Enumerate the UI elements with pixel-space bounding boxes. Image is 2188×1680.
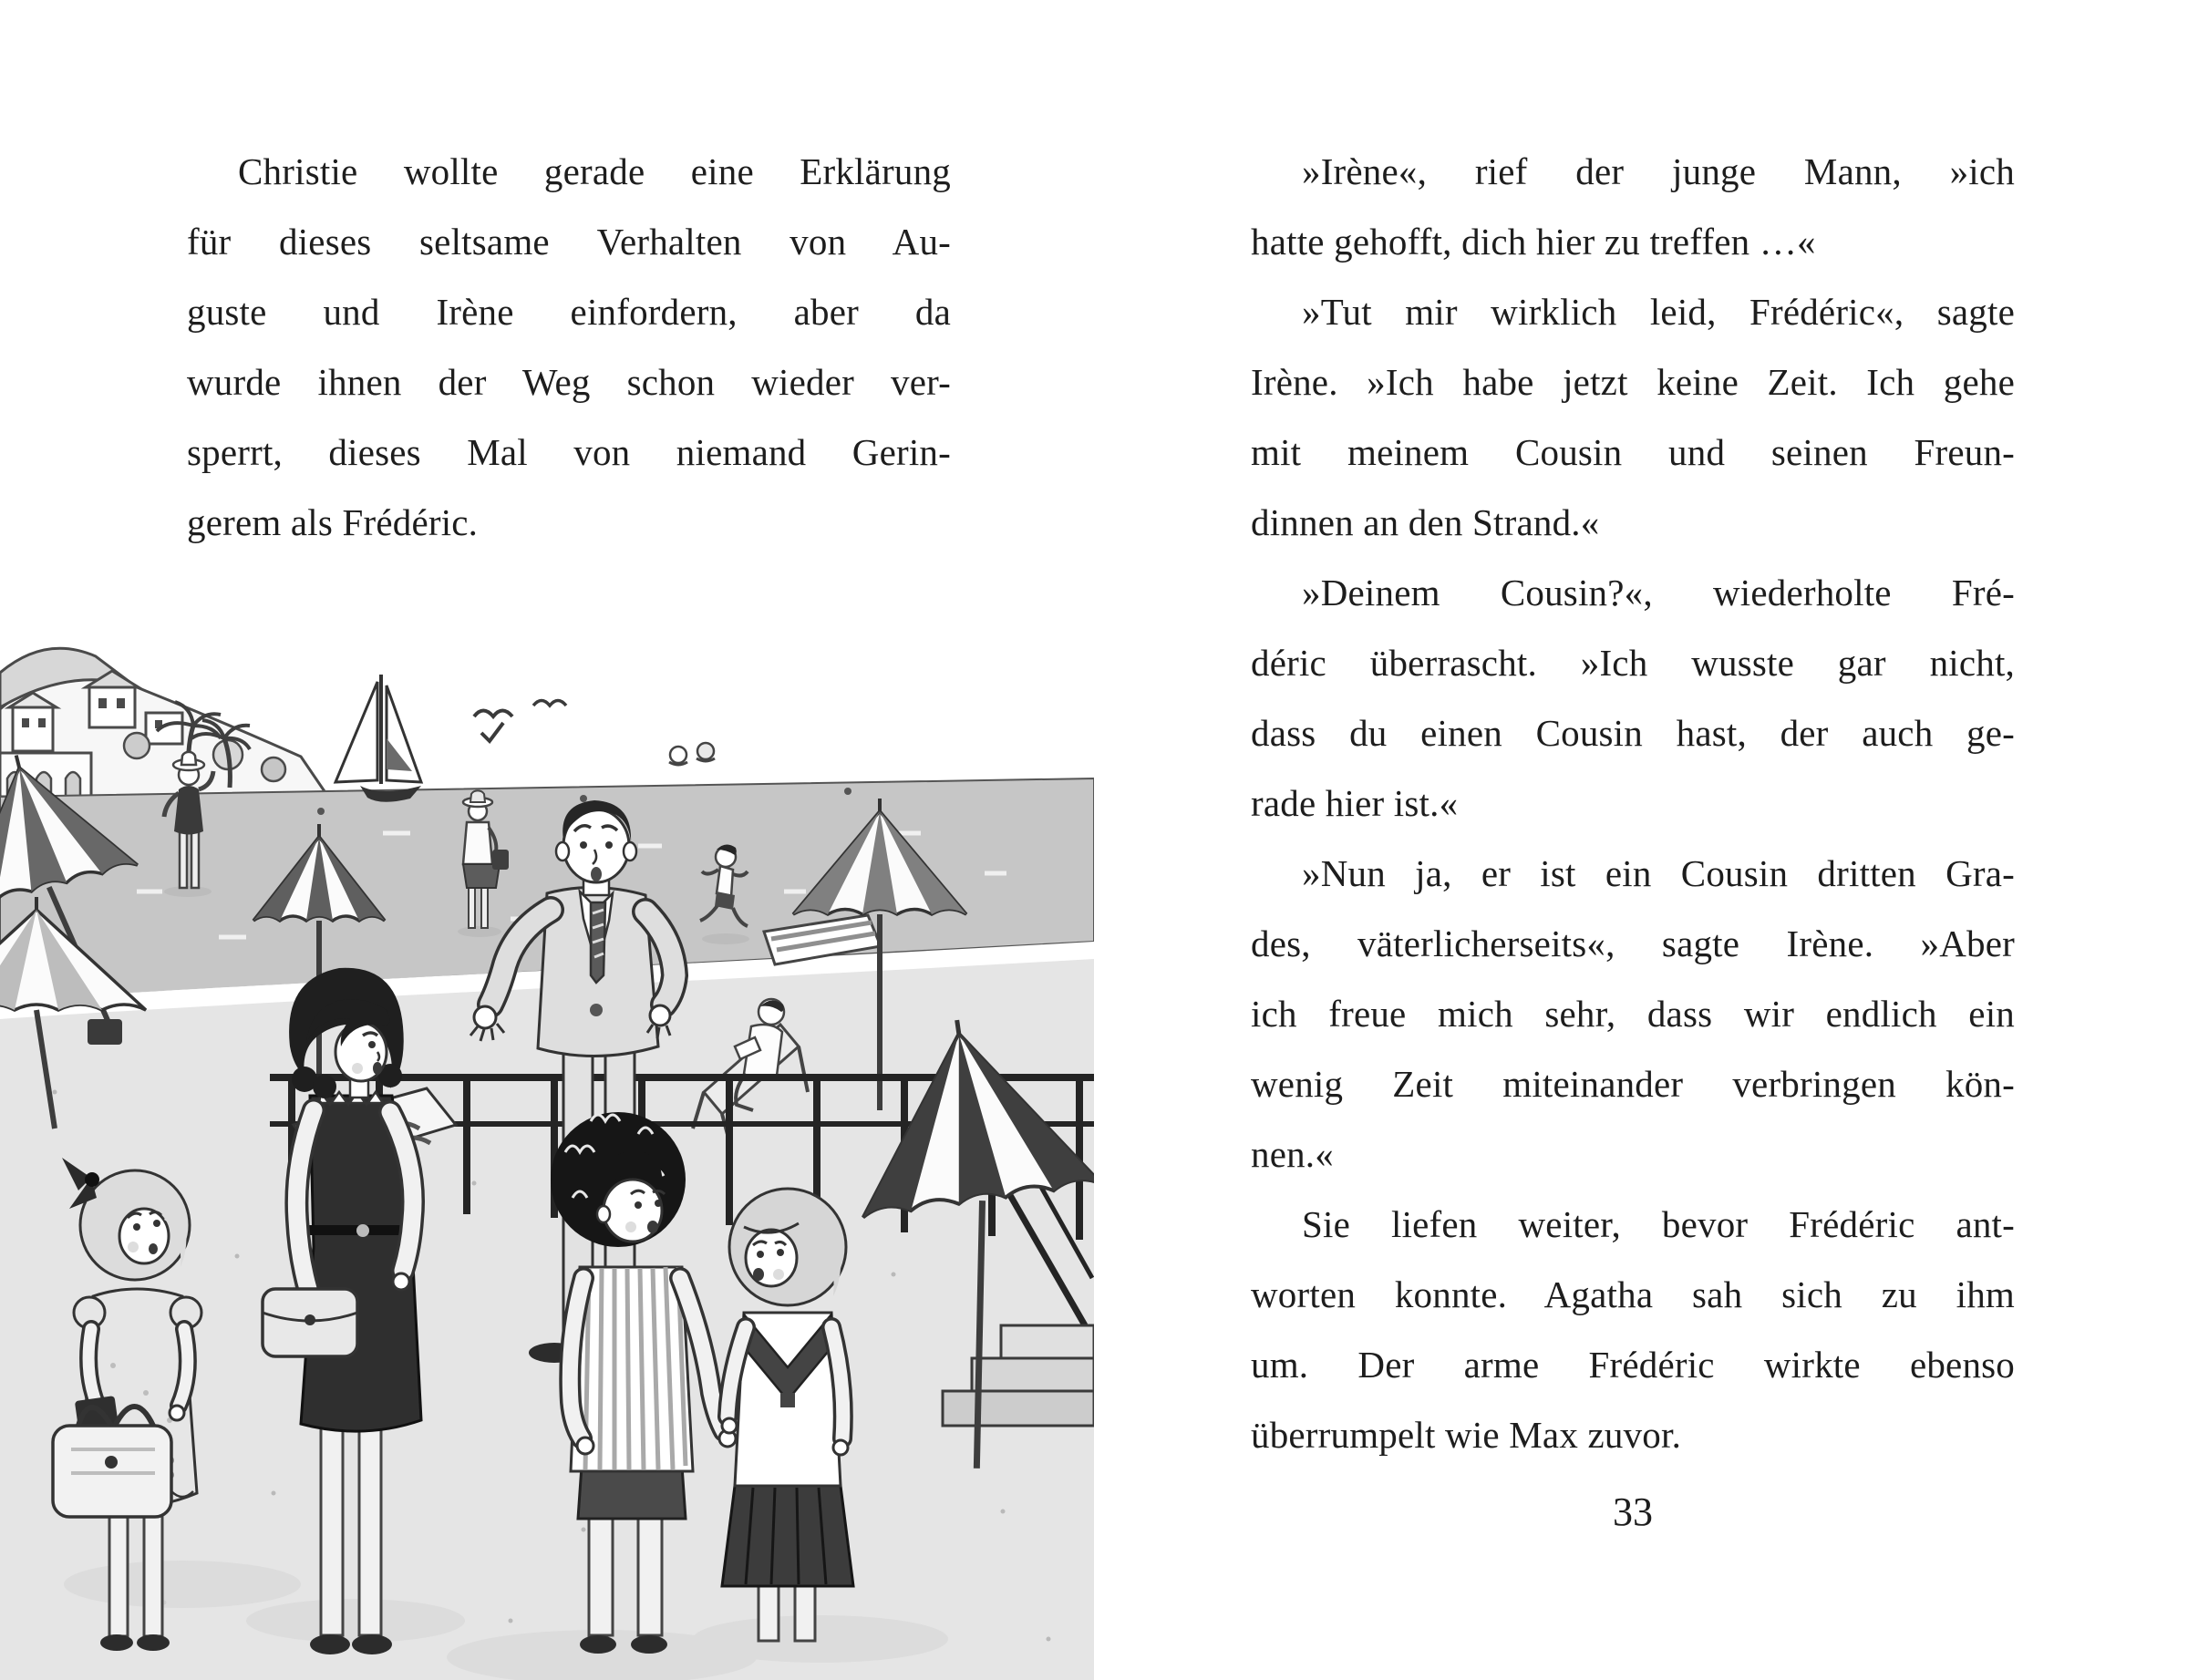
paragraph xyxy=(1251,839,2015,1190)
right-text-block xyxy=(1251,137,2015,1470)
text-line: »Irène«, rief der junge Mann, »ich xyxy=(1302,150,2015,192)
seagull-icon xyxy=(474,701,566,742)
paragraph xyxy=(1251,558,2015,839)
text-line: sperrt, dieses Mal von niemand Gerin- xyxy=(187,431,951,473)
figure-girl-right xyxy=(722,1189,853,1641)
text-line: wurde ihnen der Weg schon wieder ver- xyxy=(187,361,951,403)
text-line: für dieses seltsame Verhalten von Au- xyxy=(187,221,951,263)
text-line: Irène. »Ich habe jetzt keine Zeit. Ich gehe xyxy=(1251,361,2015,403)
paragraph xyxy=(1251,137,2015,277)
paragraph xyxy=(1251,277,2015,558)
beach-illustration xyxy=(0,618,1094,1680)
text-line: nen.« xyxy=(1251,1133,1334,1175)
text-line: déric überrascht. »Ich wusste gar nicht, xyxy=(1251,642,2015,684)
sailboat-icon xyxy=(335,675,421,802)
text-line: wenig Zeit miteinander verbringen kön- xyxy=(1251,1063,2015,1105)
left-text-block xyxy=(187,137,951,558)
paragraph xyxy=(1251,1190,2015,1470)
text-line: Sie liefen weiter, bevor Frédéric ant- xyxy=(1302,1203,2015,1245)
paragraph xyxy=(187,137,951,558)
text-line: »Nun ja, er ist ein Cousin dritten Gra- xyxy=(1302,852,2015,894)
text-line: ich freue mich sehr, dass wir endlich ein xyxy=(1251,993,2015,1035)
text-line: dinnen an den Strand.« xyxy=(1251,501,1600,543)
page-number: 33 xyxy=(1613,1489,1653,1534)
beach-radio xyxy=(88,1019,122,1045)
hills-town xyxy=(0,648,328,797)
text-line: mit meinem Cousin und seinen Freun- xyxy=(1251,431,2015,473)
text-line: »Tut mir wirklich leid, Frédéric«, sagte xyxy=(1302,291,2015,333)
text-line: worten konnte. Agatha sah sich zu ihm xyxy=(1251,1273,2015,1315)
text-line: hatte gehofft, dich hier zu treffen …« xyxy=(1251,221,1816,263)
text-line: »Deinem Cousin?«, wiederholte Fré- xyxy=(1302,572,2015,613)
text-line: guste und Irène einfordern, aber da xyxy=(187,291,951,333)
text-line: des, väterlicherseits«, sagte Irène. »Aber xyxy=(1251,922,2015,964)
text-line: überrumpelt wie Max zuvor. xyxy=(1251,1414,1682,1456)
text-line: gerem als Frédéric. xyxy=(187,501,479,543)
text-line: Christie wollte gerade eine Erklärung xyxy=(238,150,951,192)
text-line: dass du einen Cousin hast, der auch ge- xyxy=(1251,712,2015,754)
swimmers xyxy=(669,743,715,765)
text-line: um. Der arme Frédéric wirkte ebenso xyxy=(1251,1344,2015,1386)
text-line: rade hier ist.« xyxy=(1251,782,1459,824)
